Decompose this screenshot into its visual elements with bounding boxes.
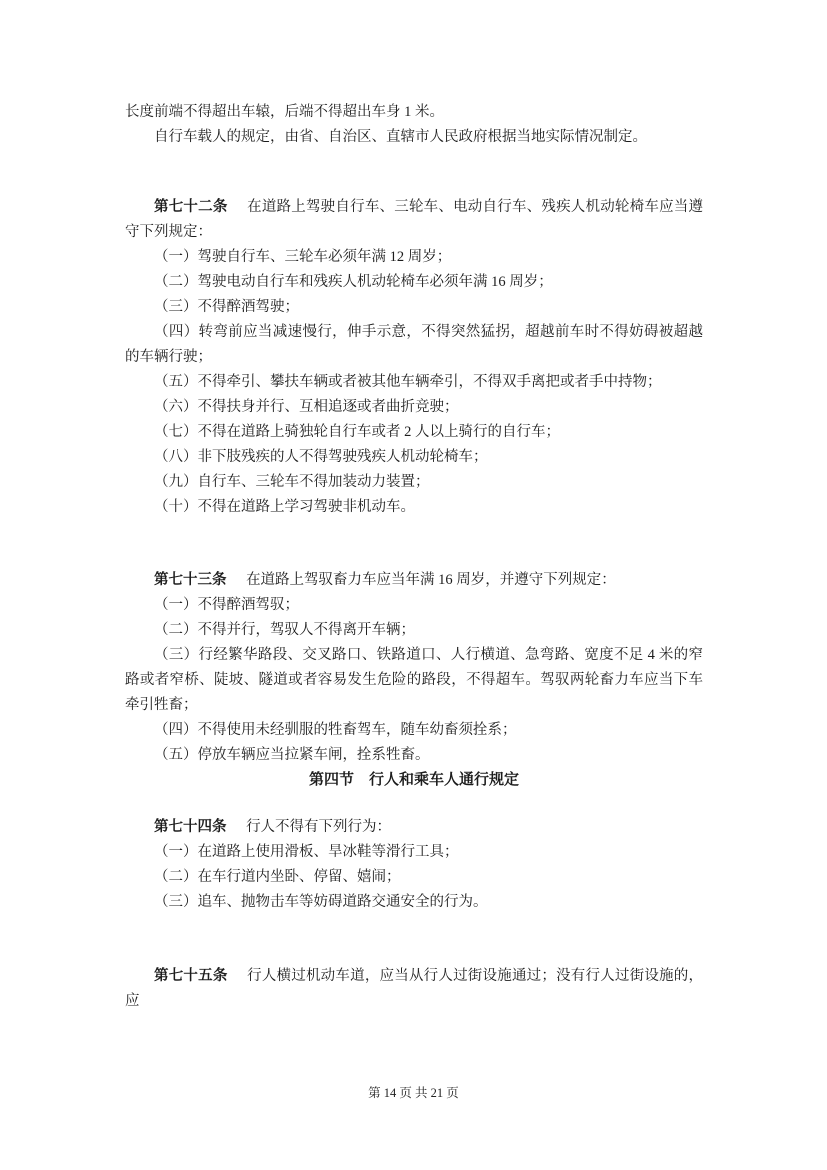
article-73-label: 第七十三条 [154,572,227,588]
article-72-label: 第七十二条 [154,199,228,215]
article-74-intro-text: 行人不得有下列行为： [246,819,392,835]
article-75-intro [125,964,703,1014]
article-74-label: 第七十四条 [154,819,227,835]
page-footer: 第 14 页 共 21 页 [368,1086,459,1100]
article-75-intro-text: 行人横过机动车道，应当从行人过街设施通过；没有行人过街设施的，应 [125,968,703,1009]
article-74-intro [125,815,703,840]
article-72-item-4: （四）转弯前应当减速慢行，伸手示意，不得突然猛拐，超越前车时不得妨碍被超越的车辆行驶； [125,324,703,365]
article-74-item-3: （三）追车、抛物击车等妨碍道路交通安全的行为。 [154,894,488,910]
paragraph-bicycle-passenger-rule: 自行车载人的规定，由省、自治区、直辖市人民政府根据当地实际情况制定。 [154,129,647,145]
article-72-item-3: （三）不得醉酒驾驶； [154,299,299,315]
article-72-item-6: （六）不得扶身并行、互相追逐或者曲折竞驶； [154,399,459,415]
article-72-item-2: （二）驾驶电动自行车和残疾人机动轮椅车必须年满 16 周岁； [154,274,553,290]
article-73-item-5: （五）停放车辆应当拉紧车闸，拴系牲畜。 [154,747,430,763]
article-72-intro [125,195,703,245]
article-72-item-7: （七）不得在道路上骑独轮自行车或者 2 人以上骑行的自行车； [154,424,560,440]
article-72-item-1: （一）驾驶自行车、三轮车必须年满 12 周岁； [154,249,452,265]
article-75-label: 第七十五条 [154,968,228,984]
article-74-item-1: （一）在道路上使用滑板、旱冰鞋等滑行工具； [154,844,459,860]
section-4-heading: 第四节 行人和乘车人通行规定 [308,772,519,788]
article-73-item-4: （四）不得使用未经驯服的牲畜驾车，随车幼畜须拴系； [154,722,517,738]
article-72 [125,195,703,520]
article-72-intro-text: 在道路上驾驶自行车、三轮车、电动自行车、残疾人机动轮椅车应当遵守下列规定： [125,199,703,240]
paragraph-continuation: 长度前端不得超出车辕，后端不得超出车身 1 米。 [125,104,444,120]
article-73-intro [125,568,703,593]
article-72-item-8: （八）非下肢残疾的人不得驾驶残疾人机动轮椅车； [154,449,488,465]
article-72-item-5: （五）不得牵引、攀扶车辆或者被其他车辆牵引，不得双手离把或者手中持物； [154,374,662,390]
article-72-item-9: （九）自行车、三轮车不得加装动力装置； [154,474,430,490]
article-73-item-2: （二）不得并行，驾驭人不得离开车辆； [154,622,415,638]
article-73-item-3: （三）行经繁华路段、交叉路口、铁路道口、人行横道、急弯路、宽度不足 4 米的窄路或者窄桥、陡坡、隧道或者容易发生危险的路段，不得超车。驾驭两轮畜力车应当下车牵引牲畜； [125,647,703,713]
article-73 [125,568,703,768]
article-74 [125,815,703,915]
article-73-intro-text: 在道路上驾驭畜力车应当年满 16 周岁，并遵守下列规定： [246,572,616,588]
document-body [125,0,703,1014]
article-75 [125,964,703,1014]
article-73-item-1: （一）不得醉酒驾驭； [154,597,299,613]
article-74-item-2: （二）在车行道内坐卧、停留、嬉闹； [154,869,401,885]
article-72-item-10: （十）不得在道路上学习驾驶非机动车。 [154,499,415,515]
